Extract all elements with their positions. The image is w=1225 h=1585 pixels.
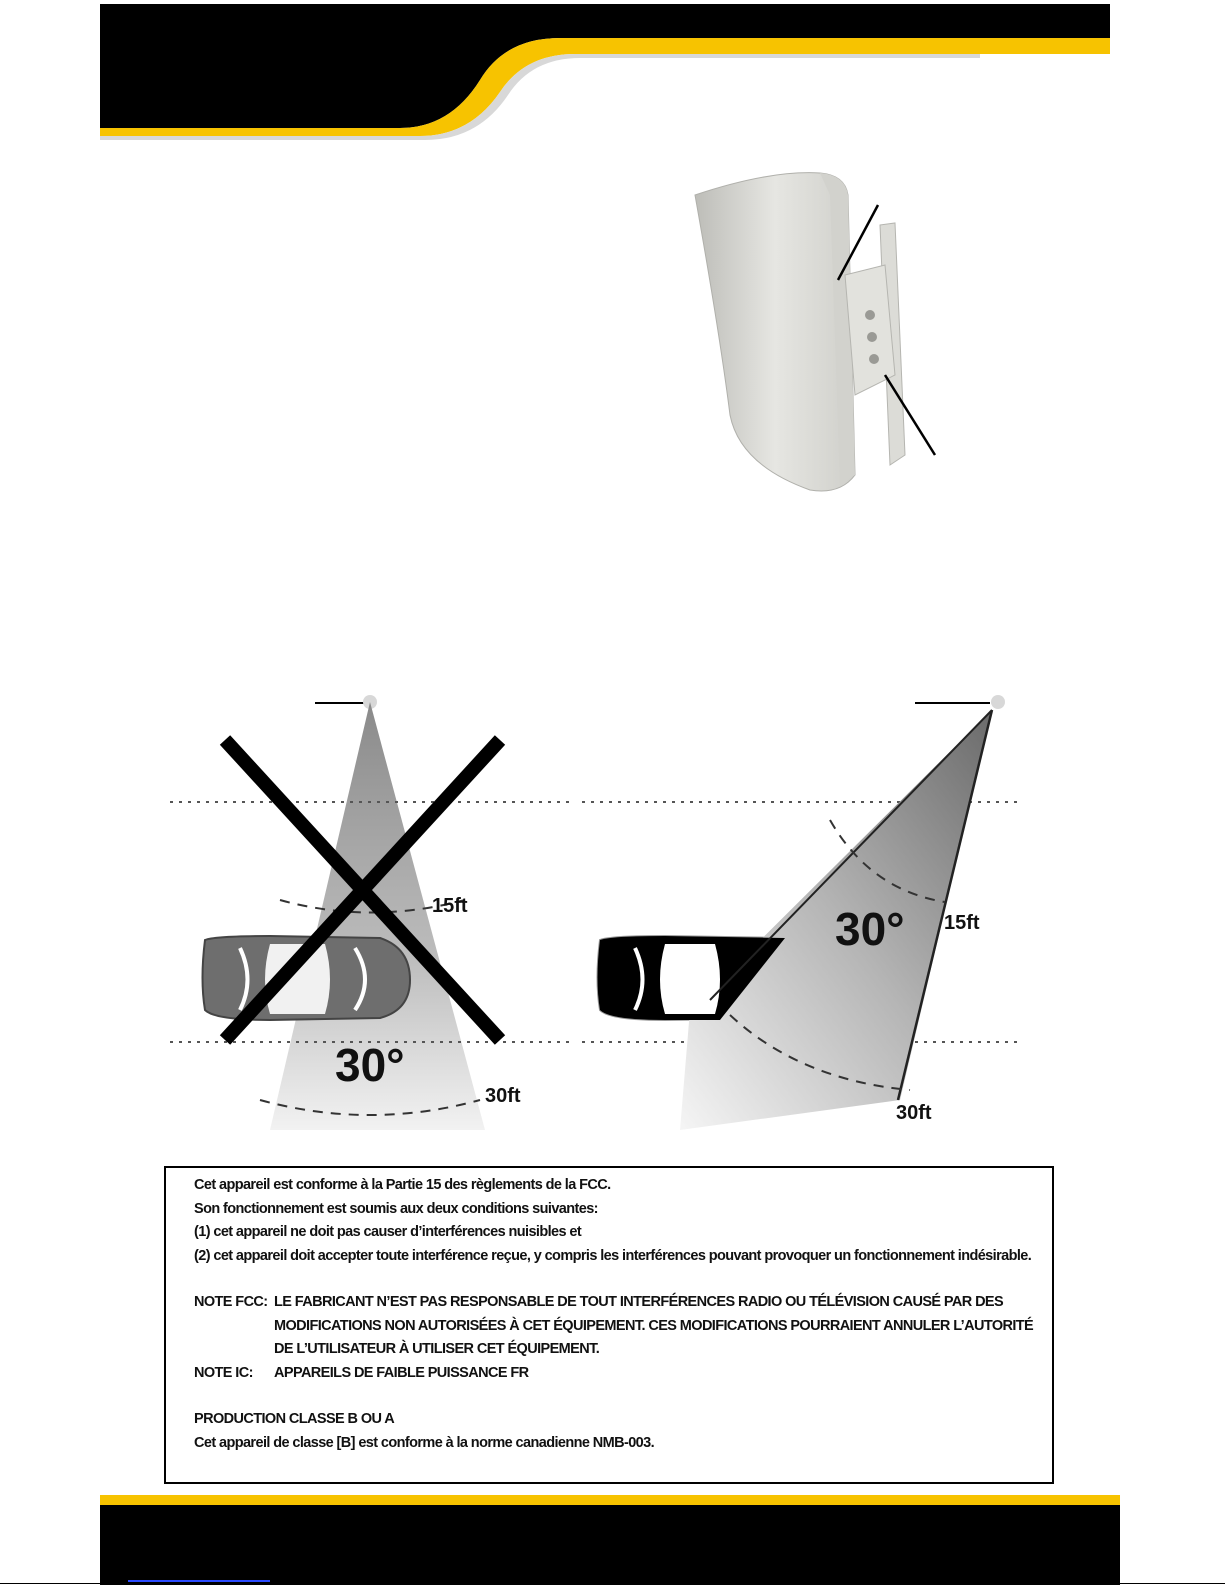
compliance-notice <box>164 1166 1054 1484</box>
production-class: PRODUCTION CLASSE B OU A <box>194 1411 395 1427</box>
footer-link-underline[interactable] <box>128 1580 270 1582</box>
class-b-statement: Cet appareil de classe [B] est conforme à la norme canadienne NMB-003. <box>194 1434 655 1451</box>
header-banner <box>0 0 1225 150</box>
note-ic <box>194 1362 1042 1386</box>
note-fcc <box>194 1291 1042 1362</box>
notice-line-4: (2) cet appareil doit accepter toute interférence reçue, y compris les interférences pouvant provoquer un fonctionnement indésirable. <box>194 1247 1032 1264</box>
angle-label-right: 30° <box>835 903 905 955</box>
footer-line <box>0 1583 1225 1584</box>
note-fcc-text: LE FABRICANT N’EST PAS RESPONSABLE DE TOUT INTERFÉRENCES RADIO OU TÉLÉVISION CAUSÉ PAR DES MODIFICATIONS NON AUTORISÉES À CET ÉQUIPEMENT. CES MODIFICATIONS POURRAIENT ANNULER L’AUTORITÉ DE L’UTILISATEUR À UTILISER CET ÉQUIPEMENT. <box>274 1294 1034 1357</box>
note-ic-key: NOTE IC: <box>194 1364 253 1381</box>
range-near-label-left: 15ft <box>432 895 468 917</box>
notice-line-3: (1) cet appareil ne doit pas causer d’interférences nuisibles et <box>194 1224 582 1240</box>
sensor-photo <box>680 165 970 505</box>
range-near-label-right: 15ft <box>944 912 980 934</box>
notice-line-1: Cet appareil est conforme à la Partie 15 des règlements de la FCC. <box>194 1177 611 1193</box>
footer-stripe <box>100 1495 1120 1505</box>
notice-line-2: Son fonctionnement est soumis aux deux conditions suivantes: <box>194 1200 598 1217</box>
diagram-incorrect <box>160 680 580 1150</box>
footer-bar <box>100 1505 1120 1585</box>
note-fcc-key: NOTE FCC: <box>194 1294 268 1310</box>
range-far-label-right: 30ft <box>896 1102 932 1124</box>
angle-label-left: 30° <box>335 1039 405 1091</box>
note-ic-text: APPAREILS DE FAIBLE PUISSANCE FR <box>274 1364 529 1381</box>
range-far-label-left: 30ft <box>485 1085 521 1107</box>
diagram-correct <box>580 680 1040 1150</box>
